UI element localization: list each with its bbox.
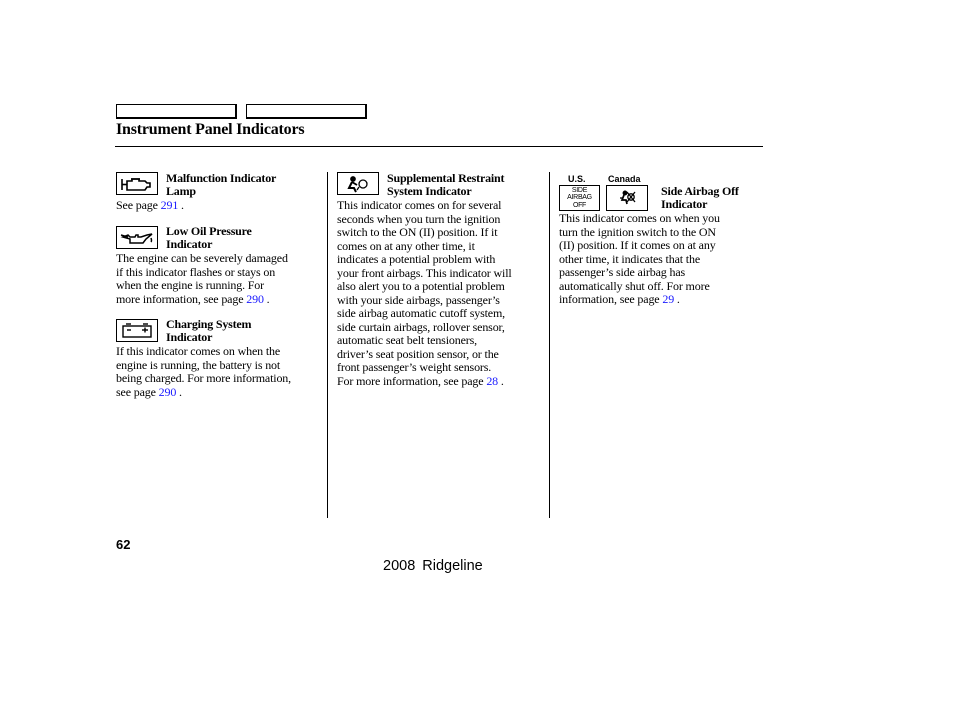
footer-model: 2008 Ridgeline — [383, 558, 483, 574]
title-rule — [115, 146, 763, 147]
oil-can-icon — [116, 226, 158, 249]
page-number: 62 — [116, 537, 131, 552]
column-divider — [327, 172, 328, 518]
nav-tab-2[interactable] — [246, 104, 367, 119]
airbag-icon — [337, 172, 379, 195]
side-airbag-text: This indicator comes on when you turn the ignition switch to the ON (II) position. If it comes on at any other time, it indicates that the passenger’s side airbag has automatically shut off. For more information, see page 29 . — [559, 211, 720, 306]
malfunction-heading: Malfunction Indicator Lamp — [166, 171, 277, 198]
nav-tab-1[interactable] — [116, 104, 237, 119]
oil-pressure-heading: Low Oil Pressure Indicator — [166, 224, 252, 251]
check-engine-icon — [116, 172, 158, 195]
column-divider — [549, 172, 550, 518]
side-airbag-off-canada-icon — [606, 185, 648, 211]
page-link[interactable]: 290 — [158, 384, 177, 399]
malfunction-text: See page 291 . — [116, 198, 184, 212]
us-label: U.S. — [568, 174, 586, 184]
page-link[interactable]: 290 — [246, 291, 264, 306]
side-airbag-off-us-icon: SIDE AIRBAG OFF — [559, 185, 600, 211]
side-airbag-heading: Side Airbag Off Indicator — [661, 184, 739, 211]
page-link[interactable]: 29 — [662, 292, 675, 306]
canada-label: Canada — [608, 174, 641, 184]
battery-icon — [116, 319, 158, 342]
srs-text: This indicator comes on for several seconds when you turn the ignition switch to the ON (II) position. If it comes on at any other time, it indicates a potential problem with your front airbags. This indicator will also alert you to a potential problem with your side airbags, passenger’s side airbag automatic cutoff system, side curtain airbags, rollover sensor, automatic seat belt tensioners, driver’s seat position sensor, or the front passenger’s weight sensors. For more information, see page 28 . — [337, 198, 512, 388]
page-link[interactable]: 28 — [486, 373, 499, 388]
srs-heading: Supplemental Restraint System Indicator — [387, 171, 505, 198]
charging-text: If this indicator comes on when the engine is running, the battery is not being charged. For more information, see page 290 . — [116, 344, 291, 399]
charging-heading: Charging System Indicator — [166, 317, 252, 344]
page-link[interactable]: 291 — [160, 198, 179, 212]
oil-pressure-text: The engine can be severely damaged if this indicator flashes or stays on when the engine is running. For more information, see page 290 . — [116, 251, 288, 306]
page-title: Instrument Panel Indicators — [116, 121, 305, 138]
